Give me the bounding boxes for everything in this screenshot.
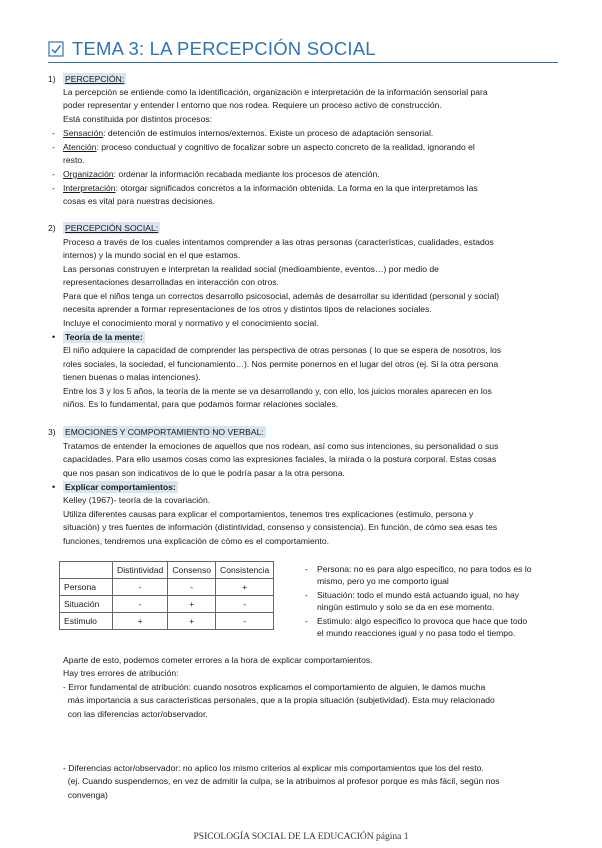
list-item-cont: cosas es vital para nuestras decisiones. [63,196,215,206]
note-line: Persona: no es para algo especifico, no para todos es lo [317,564,532,574]
section-number: 2) [48,223,56,233]
paragraph-line: Hay tres errores de atribución: [63,668,179,678]
table-header: Consistencia [216,562,274,579]
paragraph-line: La percepción se entiende como la identificación, organización e interpretación de la información sensorial para [63,87,488,97]
dash-marker: - [52,128,55,138]
table-cell: - [113,579,168,596]
paragraph-line: - Diferencias actor/observador: no aplico los mismo criterios al explicar mis comportamientos que los del resto. [63,763,484,773]
paragraph-line: Está constituida por distintos procesos: [63,114,213,124]
item-text: : ordenar la información recabada mediante los procesos de atención. [113,169,380,179]
term: Sensación [63,128,104,138]
table-row [60,596,274,613]
paragraph-line: Kelley (1967)- teoría de la covariación. [63,495,211,505]
dash-marker: - [52,169,55,179]
covariation-table [59,561,274,630]
row-label: Situación [60,596,113,613]
section-heading: EMOCIONES Y COMPORTAMIENTO NO VERBAL: [65,427,264,437]
paragraph-line: Proceso a través de los cuales intentamos comprender a las otras personas (características, cualidades, estados [63,237,494,247]
table-cell: - [216,613,274,630]
paragraph-line: Las personas construyen e interpretan la realidad social (medioambiente, eventos…) por medio de [63,264,439,274]
note-line: ningún estimulo y solo se da en ese momento. [317,602,495,613]
table-cell: - [113,596,168,613]
list-item [63,168,575,180]
paragraph-line: necesita aprender a formar representaciones de los otros y distintos tipos de relaciones sociales. [63,304,432,314]
paragraph-line: representaciones desarrolladas en interacción con otros. [63,277,279,287]
paragraph-line: poder representar y entender l entorno que nos rodea. Requiere un proceso activo de construcción. [63,100,442,110]
term: Interpretación [63,183,116,193]
section-heading: PERCEPCIÓN: [65,74,125,84]
paragraph-line: convenga) [63,790,108,800]
note-line: Estimulo: algo especifico lo provoca que hace que todo [317,616,528,626]
list-item-cont: resto. [63,155,85,165]
paragraph-line: roles sociales, la sociedad, el funcionamiento…). Nos permite ponernos en el lugar del otros (ej. Si la otra persona [63,359,499,369]
paragraph-line: (ej. Cuando suspendemos, en vez de admitir la culpa, se la atribuimos al profesor porque es más fácil, según nos [63,776,500,786]
bullet-dot: • [52,482,56,492]
dash-marker: - [305,590,308,600]
paragraph-line: Utiliza diferentes causas para explicar el comportamientos, tenemos tres explicaciones (estimulo, persona y [63,509,474,519]
page-footer: PSICOLOGÍA SOCIAL DE LA EDUCACIÓN página 1 [193,832,409,842]
row-label: Estimulo [60,613,113,630]
list-item [63,182,575,194]
item-text: : otorgar significados concretos a la información obtenida. La forma en la que interpretamos las [115,183,478,193]
item-text: : detención de estímulos internos/externos. Existe un proceso de adaptación sensorial. [103,128,434,138]
note-line: mismo, pero yo me comporto igual [317,576,449,587]
paragraph-line: capacidades. Para ello usamos cosas como las expresiones faciales, la mirada o la postura corporal. Estas cosas [63,454,497,464]
section-number: 3) [48,427,56,437]
table-header: Distintividad [113,562,168,579]
dash-marker: - [52,142,55,152]
paragraph-line: funciones, tendremos una explicación de cómo es el comportamiento. [63,536,330,546]
paragraph-line: Tratamos de entender la emociones de aquellos que nos rodean, así como sus intenciones, su personalidad o sus [63,441,499,451]
title-text: TEMA 3: LA PERCEPCIÓN SOCIAL [72,38,376,59]
bullet-dot: • [52,332,56,342]
paragraph-line: internos) y la mundo social en el que estamos. [63,250,241,260]
paragraph-line: Incluye el conocimiento moral y normativo y el conocimiento social. [63,318,319,328]
table-row [60,613,274,630]
paragraph-line: más importancia a sus características personales, que a la propia situación (subjetividad). Esta muy relacionado [63,695,495,705]
title-divider [48,62,558,63]
list-item [63,141,575,153]
table-row [60,579,274,596]
row-label: Persona [60,579,113,596]
bullet-heading: Teoría de la mente: [65,332,143,342]
table-cell: - [168,579,216,596]
note-line: el mundo reacciones igual y no pasa todo el tiempo. [317,628,516,639]
paragraph-line: - Error fundamental de atribución: cuando nosotros explicamos el comportamiento de alguien, le damos mucha [63,682,486,692]
item-text: : proceso conductual y cognitivo de focalizar sobre un aspecto concreto de la realidad, ignorando el [96,142,475,152]
paragraph-line: Entre los 3 y los 5 años, la teoría de la mente se va desarrollando y, con ello, los juicios morales aparecen en los [63,386,492,396]
paragraph-line: tienen buenas o malas intenciones). [63,372,201,382]
paragraph-line: situación) y tres fuentes de información (distintividad, consenso y consistencia). En función, de cómo sea esas tes [63,522,498,532]
table-cell: + [168,596,216,613]
table-cell: + [113,613,168,630]
term: Organización [63,169,114,179]
paragraph-line: con las diferencias actor/observador. [63,709,208,719]
table-cell: + [216,579,274,596]
paragraph-line: Para que el niños tenga un correctos desarrollo psicosocial, además de desarrollar su identidad (personal y social) [63,291,500,301]
list-item [63,127,575,139]
dash-marker: - [305,564,308,574]
checkbox-checked-icon [48,41,64,57]
dash-marker: - [52,183,55,193]
note-line: Situación: todo el mundo está actuando igual, no hay [317,590,520,600]
dash-marker: - [305,616,308,626]
section-heading: PERCEPCIÓN SOCIAL: [65,223,159,233]
table-cell: + [168,613,216,630]
table-corner [60,562,113,579]
paragraph-line: que nos pasan son indicativos de lo que le podría pasar a la otra persona. [63,468,345,478]
table-header: Consenso [168,562,216,579]
page-title [48,38,376,60]
paragraph-line: El niño adquiere la capacidad de comprender las perspectiva de otras personas ( lo que se espera de nosotros, los [63,345,502,355]
table-header-row [60,562,274,579]
term: Atención [63,142,97,152]
paragraph-line: niños. Es lo fundamental, para que podamos formar relaciones sociales. [63,399,339,409]
table-cell: - [216,596,274,613]
paragraph-line: Aparte de esto, podemos cometer errores a la hora de explicar comportamientos. [63,655,373,665]
bullet-heading: Explicar comportamientos: [65,482,176,492]
section-number: 1) [48,74,56,84]
